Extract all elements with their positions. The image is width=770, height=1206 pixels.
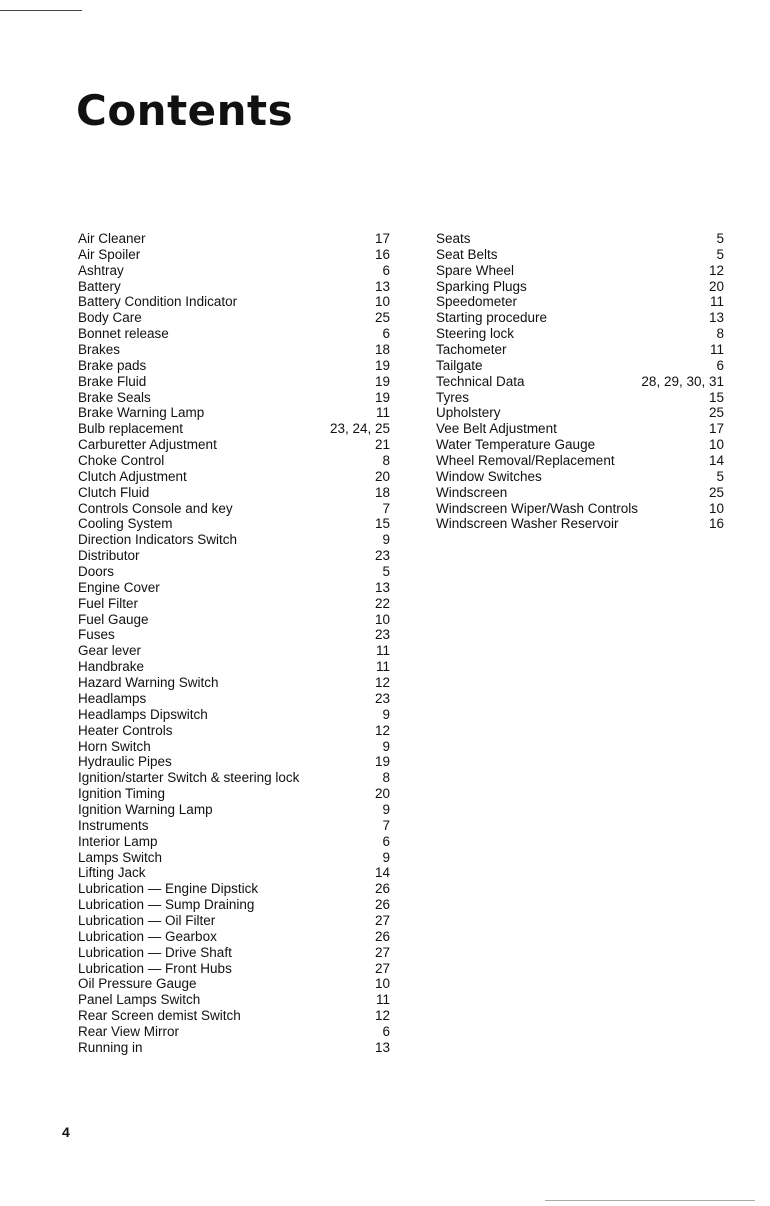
entry-page: 5 bbox=[716, 468, 724, 484]
entry-page: 14 bbox=[708, 453, 724, 469]
entry-label: Battery Condition Indicator bbox=[78, 294, 238, 310]
entry-page: 9 bbox=[382, 532, 390, 548]
contents-entry bbox=[436, 374, 724, 390]
contents-entry bbox=[78, 564, 390, 580]
entry-page: 13 bbox=[374, 278, 390, 294]
entry-label: Steering lock bbox=[436, 326, 515, 342]
entry-page: 26 bbox=[374, 881, 390, 897]
entry-label: Water Temperature Gauge bbox=[436, 437, 596, 453]
entry-page: 20 bbox=[708, 278, 724, 294]
entry-page: 5 bbox=[716, 246, 724, 262]
entry-label: Engine Cover bbox=[78, 579, 160, 595]
entry-page: 13 bbox=[374, 579, 390, 595]
contents-entry bbox=[78, 818, 390, 834]
contents-entry bbox=[78, 643, 390, 659]
entry-label: Windscreen Washer Reservoir bbox=[436, 516, 619, 532]
entry-label: Tailgate bbox=[436, 357, 483, 373]
entry-page: 19 bbox=[374, 389, 390, 405]
contents-entry bbox=[436, 469, 724, 485]
entry-page: 8 bbox=[382, 453, 390, 469]
entry-page: 12 bbox=[708, 262, 724, 278]
entry-label: Starting procedure bbox=[436, 310, 548, 326]
contents-entry bbox=[78, 437, 390, 453]
entry-label: Lifting Jack bbox=[78, 865, 146, 881]
entry-label: Air Spoiler bbox=[78, 246, 141, 262]
entry-label: Heater Controls bbox=[78, 722, 173, 738]
entry-label: Tachometer bbox=[436, 342, 507, 358]
entry-label: Windscreen bbox=[436, 484, 508, 500]
contents-entry bbox=[436, 247, 724, 263]
entry-label: Panel Lamps Switch bbox=[78, 992, 201, 1008]
entry-label: Ignition Warning Lamp bbox=[78, 801, 213, 817]
contents-entry bbox=[78, 834, 390, 850]
entry-label: Brake pads bbox=[78, 357, 147, 373]
contents-right-column bbox=[436, 231, 724, 532]
entry-page: 5 bbox=[716, 231, 724, 246]
contents-entry bbox=[436, 421, 724, 437]
entry-page: 17 bbox=[708, 421, 724, 437]
entry-page: 10 bbox=[708, 437, 724, 453]
entry-page: 13 bbox=[374, 1039, 390, 1055]
contents-entry bbox=[436, 516, 724, 532]
entry-label: Fuel Gauge bbox=[78, 611, 149, 627]
entry-label: Brake Seals bbox=[78, 389, 151, 405]
entry-page: 5 bbox=[382, 564, 390, 580]
entry-label: Lubrication — Drive Shaft bbox=[78, 944, 232, 960]
entry-page: 28, 29, 30, 31 bbox=[641, 373, 724, 389]
entry-label: Hazard Warning Switch bbox=[78, 675, 219, 691]
entry-page: 20 bbox=[374, 786, 390, 802]
contents-entry bbox=[78, 326, 390, 342]
entry-page: 25 bbox=[374, 310, 390, 326]
entry-page: 15 bbox=[374, 516, 390, 532]
entry-page: 20 bbox=[374, 468, 390, 484]
contents-entry bbox=[436, 358, 724, 374]
contents-entry bbox=[78, 580, 390, 596]
entry-label: Ignition/starter Switch & steering lock bbox=[78, 770, 300, 786]
contents-entry bbox=[436, 437, 724, 453]
entry-label: Horn Switch bbox=[78, 738, 151, 754]
entry-page: 12 bbox=[374, 722, 390, 738]
entry-page: 6 bbox=[382, 1023, 390, 1039]
entry-label: Spare Wheel bbox=[436, 262, 515, 278]
entry-label: Technical Data bbox=[436, 373, 525, 389]
contents-entry bbox=[78, 421, 390, 437]
entry-label: Rear View Mirror bbox=[78, 1023, 180, 1039]
contents-entry bbox=[78, 627, 390, 643]
contents-entry bbox=[78, 390, 390, 406]
page-number: 4 bbox=[62, 1124, 70, 1140]
entry-page: 16 bbox=[708, 516, 724, 532]
entry-label: Lubrication — Gearbox bbox=[78, 928, 217, 944]
contents-entry bbox=[436, 279, 724, 295]
contents-entry bbox=[78, 516, 390, 532]
entry-page: 9 bbox=[382, 706, 390, 722]
contents-entry bbox=[78, 691, 390, 707]
contents-entry bbox=[78, 754, 390, 770]
entry-page: 26 bbox=[374, 897, 390, 913]
entry-page: 14 bbox=[374, 865, 390, 881]
entry-page: 23 bbox=[374, 548, 390, 564]
contents-entry bbox=[78, 405, 390, 421]
entry-label: Instruments bbox=[78, 817, 149, 833]
contents-entry bbox=[78, 1008, 390, 1024]
contents-entry bbox=[78, 881, 390, 897]
contents-entry bbox=[78, 802, 390, 818]
contents-entry bbox=[78, 992, 390, 1008]
entry-label: Tyres bbox=[436, 389, 470, 405]
contents-entry bbox=[78, 453, 390, 469]
entry-label: Brake Warning Lamp bbox=[78, 405, 205, 421]
entry-label: Running in bbox=[78, 1039, 143, 1055]
contents-entry bbox=[78, 850, 390, 866]
contents-entry bbox=[78, 596, 390, 612]
entry-page: 11 bbox=[375, 405, 390, 421]
entry-page: 10 bbox=[708, 500, 724, 516]
entry-page: 12 bbox=[374, 1008, 390, 1024]
entry-page: 21 bbox=[374, 437, 390, 453]
entry-label: Wheel Removal/Replacement bbox=[436, 453, 615, 469]
entry-page: 11 bbox=[709, 294, 724, 310]
contents-entry bbox=[436, 453, 724, 469]
entry-page: 11 bbox=[709, 342, 724, 358]
contents-entry bbox=[78, 945, 390, 961]
contents-entry bbox=[78, 485, 390, 501]
entry-label: Headlamps Dipswitch bbox=[78, 706, 208, 722]
entry-label: Rear Screen demist Switch bbox=[78, 1008, 241, 1024]
contents-entry bbox=[78, 913, 390, 929]
entry-page: 19 bbox=[374, 373, 390, 389]
entry-page: 23 bbox=[374, 690, 390, 706]
entry-page: 6 bbox=[716, 357, 724, 373]
entry-label: Bonnet release bbox=[78, 326, 169, 342]
entry-label: Brake Fluid bbox=[78, 373, 147, 389]
contents-left-column bbox=[78, 231, 390, 1056]
entry-page: 11 bbox=[375, 643, 390, 659]
contents-entry bbox=[78, 310, 390, 326]
entry-label: Lubrication — Engine Dipstick bbox=[78, 881, 259, 897]
entry-page: 15 bbox=[708, 389, 724, 405]
contents-entry bbox=[78, 612, 390, 628]
contents-entry bbox=[78, 501, 390, 517]
entry-label: Vee Belt Adjustment bbox=[436, 421, 557, 437]
contents-entry bbox=[78, 358, 390, 374]
entry-label: Interior Lamp bbox=[78, 833, 158, 849]
entry-label: Distributor bbox=[78, 548, 140, 564]
contents-entry bbox=[436, 294, 724, 310]
contents-entry bbox=[78, 897, 390, 913]
bottom-rule bbox=[545, 1200, 755, 1201]
contents-entry bbox=[78, 231, 390, 247]
entry-page: 23 bbox=[374, 627, 390, 643]
entry-label: Window Switches bbox=[436, 468, 542, 484]
entry-page: 27 bbox=[374, 912, 390, 928]
entry-page: 18 bbox=[374, 484, 390, 500]
entry-label: Speedometer bbox=[436, 294, 518, 310]
contents-entry bbox=[78, 961, 390, 977]
entry-label: Body Care bbox=[78, 310, 142, 326]
entry-label: Lubrication — Oil Filter bbox=[78, 912, 216, 928]
contents-entry bbox=[78, 294, 390, 310]
contents-entry bbox=[78, 469, 390, 485]
entry-label: Lamps Switch bbox=[78, 849, 163, 865]
entry-label: Sparking Plugs bbox=[436, 278, 527, 294]
contents-entry bbox=[78, 532, 390, 548]
entry-label: Battery bbox=[78, 278, 121, 294]
entry-page: 6 bbox=[382, 326, 390, 342]
entry-page: 13 bbox=[708, 310, 724, 326]
contents-entry bbox=[436, 310, 724, 326]
contents-entry bbox=[436, 501, 724, 517]
entry-label: Lubrication — Front Hubs bbox=[78, 960, 232, 976]
entry-label: Ignition Timing bbox=[78, 786, 166, 802]
contents-entry bbox=[78, 770, 390, 786]
entry-label: Fuses bbox=[78, 627, 115, 643]
top-rule bbox=[0, 10, 82, 11]
entry-page: 25 bbox=[708, 484, 724, 500]
entry-page: 9 bbox=[382, 801, 390, 817]
entry-page: 19 bbox=[374, 357, 390, 373]
contents-entry bbox=[78, 976, 390, 992]
contents-entry bbox=[436, 263, 724, 279]
entry-page: 7 bbox=[382, 500, 390, 516]
entry-page: 7 bbox=[382, 817, 390, 833]
entry-label: Cooling System bbox=[78, 516, 173, 532]
contents-entry bbox=[78, 548, 390, 564]
entry-label: Fuel Filter bbox=[78, 595, 139, 611]
contents-entry bbox=[78, 263, 390, 279]
entry-page: 8 bbox=[382, 770, 390, 786]
contents-entry bbox=[436, 485, 724, 501]
entry-page: 11 bbox=[375, 659, 390, 675]
contents-entry bbox=[78, 247, 390, 263]
contents-entry bbox=[436, 342, 724, 358]
contents-entry bbox=[78, 739, 390, 755]
contents-entry bbox=[436, 390, 724, 406]
contents-entry bbox=[78, 865, 390, 881]
contents-entry bbox=[436, 405, 724, 421]
entry-page: 26 bbox=[374, 928, 390, 944]
entry-page: 10 bbox=[374, 611, 390, 627]
contents-entry bbox=[78, 929, 390, 945]
entry-label: Brakes bbox=[78, 342, 121, 358]
entry-label: Bulb replacement bbox=[78, 421, 184, 437]
entry-page: 12 bbox=[374, 675, 390, 691]
entry-label: Carburetter Adjustment bbox=[78, 437, 217, 453]
entry-page: 19 bbox=[374, 754, 390, 770]
contents-entry bbox=[78, 1024, 390, 1040]
entry-page: 18 bbox=[374, 342, 390, 358]
contents-entry bbox=[78, 342, 390, 358]
entry-label: Gear lever bbox=[78, 643, 142, 659]
entry-page: 8 bbox=[716, 326, 724, 342]
page-title: Contents bbox=[76, 86, 294, 135]
contents-entry bbox=[78, 675, 390, 691]
entry-label: Doors bbox=[78, 564, 115, 580]
contents-entry bbox=[78, 723, 390, 739]
entry-label: Clutch Adjustment bbox=[78, 468, 187, 484]
entry-page: 6 bbox=[382, 262, 390, 278]
entry-page: 27 bbox=[374, 960, 390, 976]
entry-label: Direction Indicators Switch bbox=[78, 532, 238, 548]
entry-label: Headlamps bbox=[78, 690, 147, 706]
entry-label: Controls Console and key bbox=[78, 500, 233, 516]
entry-label: Clutch Fluid bbox=[78, 484, 150, 500]
entry-label: Handbrake bbox=[78, 659, 145, 675]
entry-page: 25 bbox=[708, 405, 724, 421]
contents-entry bbox=[78, 707, 390, 723]
contents-entry bbox=[78, 659, 390, 675]
entry-page: 6 bbox=[382, 833, 390, 849]
entry-page: 16 bbox=[374, 246, 390, 262]
entry-label: Air Cleaner bbox=[78, 231, 146, 246]
entry-label: Upholstery bbox=[436, 405, 501, 421]
contents-entry bbox=[78, 279, 390, 295]
contents-entry bbox=[78, 786, 390, 802]
contents-entry bbox=[436, 326, 724, 342]
entry-page: 9 bbox=[382, 849, 390, 865]
entry-page: 27 bbox=[374, 944, 390, 960]
entry-page: 11 bbox=[375, 992, 390, 1008]
entry-label: Seat Belts bbox=[436, 246, 498, 262]
entry-page: 10 bbox=[374, 976, 390, 992]
entry-label: Hydraulic Pipes bbox=[78, 754, 172, 770]
entry-page: 23, 24, 25 bbox=[329, 421, 390, 437]
entry-label: Seats bbox=[436, 231, 471, 246]
contents-entry bbox=[436, 231, 724, 247]
entry-page: 9 bbox=[382, 738, 390, 754]
contents-entry bbox=[78, 1040, 390, 1056]
entry-page: 17 bbox=[374, 231, 390, 246]
entry-label: Oil Pressure Gauge bbox=[78, 976, 197, 992]
entry-label: Lubrication — Sump Draining bbox=[78, 897, 255, 913]
entry-label: Windscreen Wiper/Wash Controls bbox=[436, 500, 639, 516]
contents-entry bbox=[78, 374, 390, 390]
entry-label: Ashtray bbox=[78, 262, 124, 278]
entry-page: 10 bbox=[374, 294, 390, 310]
entry-page: 22 bbox=[374, 595, 390, 611]
entry-label: Choke Control bbox=[78, 453, 165, 469]
